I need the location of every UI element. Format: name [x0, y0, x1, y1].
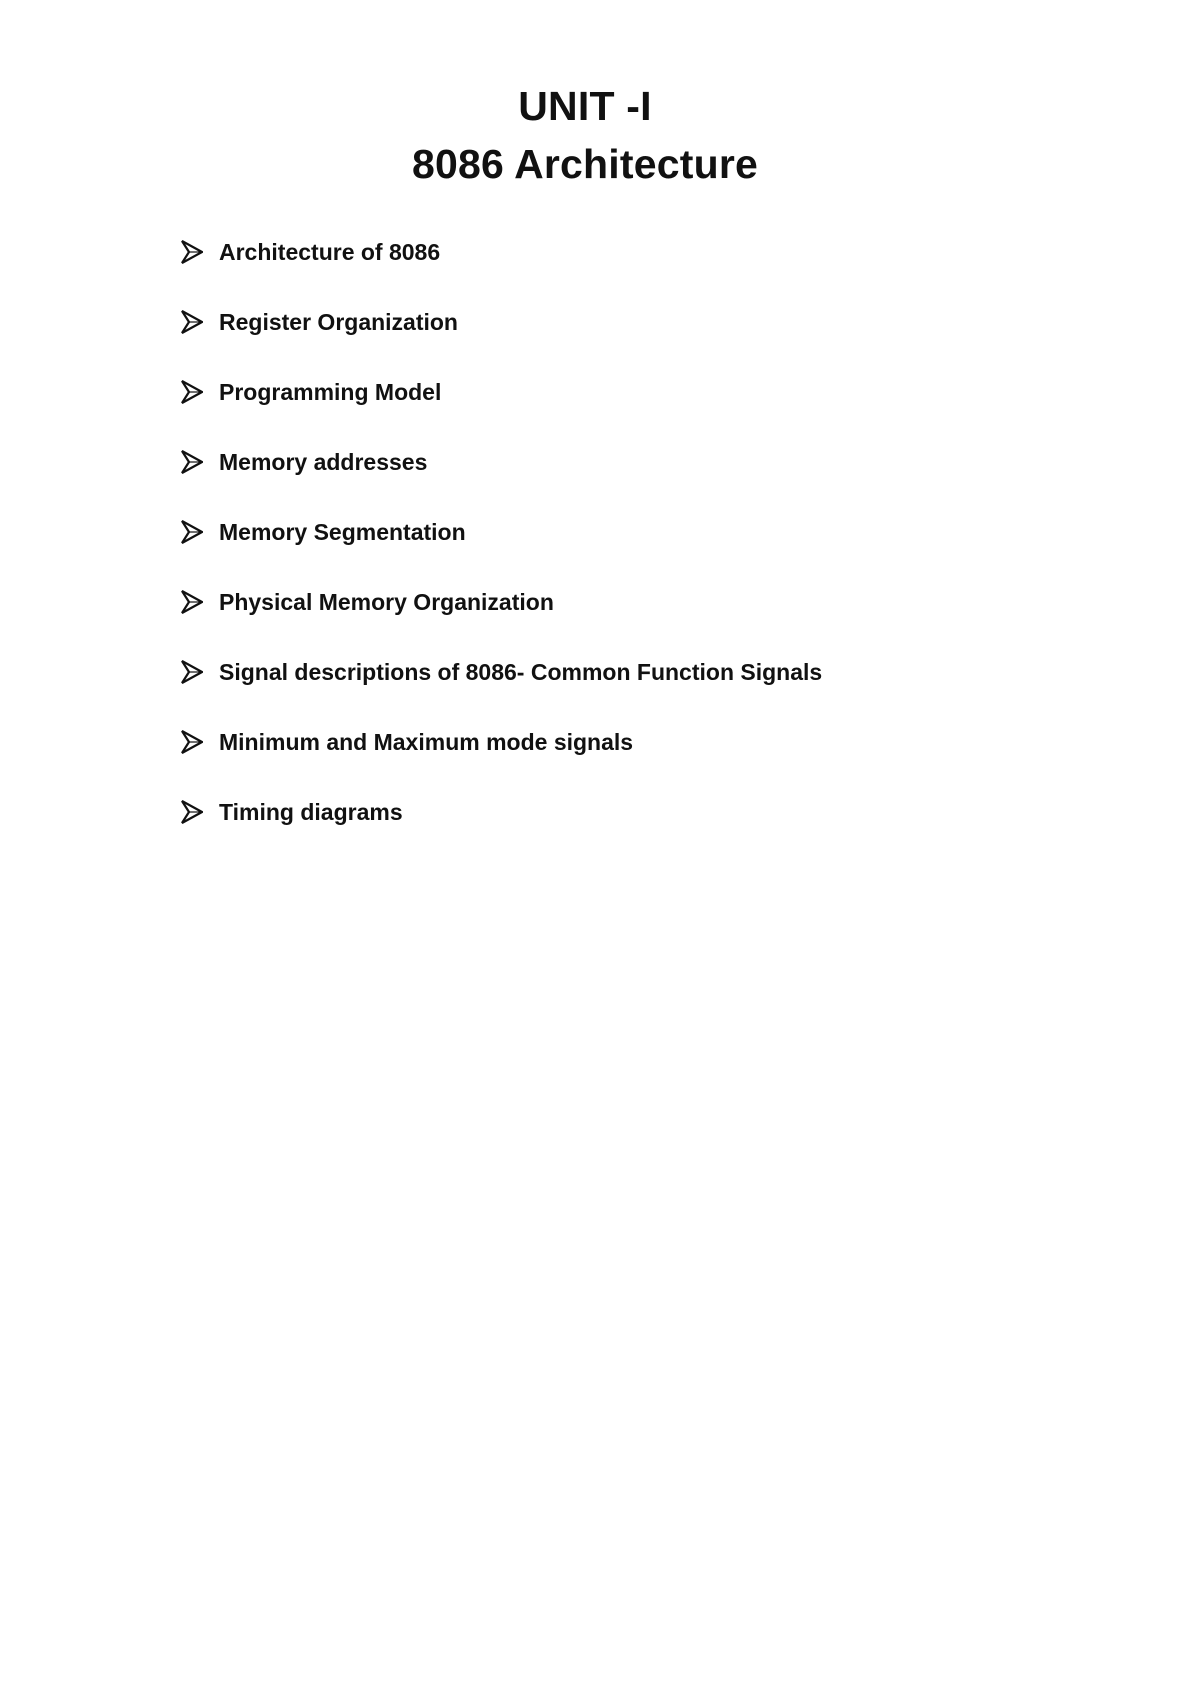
topic-label: Memory addresses	[219, 449, 428, 475]
list-item-7	[181, 658, 822, 728]
arrowhead-bullet-icon	[181, 728, 219, 756]
page-title: 8086 Architecture	[412, 141, 758, 187]
list-item-8	[181, 728, 822, 798]
topic-list	[181, 238, 822, 868]
topic-label: Signal descriptions of 8086- Common Function Signals	[219, 659, 823, 685]
arrowhead-bullet-icon	[181, 378, 219, 406]
arrowhead-bullet-icon	[181, 658, 219, 686]
list-item-6	[181, 588, 822, 658]
topic-label: Programming Model	[219, 379, 442, 405]
arrowhead-bullet-icon	[181, 798, 219, 826]
list-item-1	[181, 238, 822, 308]
arrowhead-bullet-icon	[181, 448, 219, 476]
topic-label: Architecture of 8086	[219, 239, 441, 265]
arrowhead-bullet-icon	[181, 588, 219, 616]
arrowhead-bullet-icon	[181, 308, 219, 336]
topic-label: Timing diagrams	[219, 799, 403, 825]
list-item-5	[181, 518, 822, 588]
list-item-3	[181, 378, 822, 448]
topic-label: Memory Segmentation	[219, 519, 466, 545]
topic-label: Register Organization	[219, 309, 458, 335]
arrowhead-bullet-icon	[181, 518, 219, 546]
topic-label: Minimum and Maximum mode signals	[219, 729, 634, 755]
list-item-9	[181, 798, 822, 868]
arrowhead-bullet-icon	[181, 238, 219, 266]
unit-title: UNIT -I	[518, 83, 652, 129]
list-item-2	[181, 308, 822, 378]
topic-label: Physical Memory Organization	[219, 589, 554, 615]
list-item-4	[181, 448, 822, 518]
